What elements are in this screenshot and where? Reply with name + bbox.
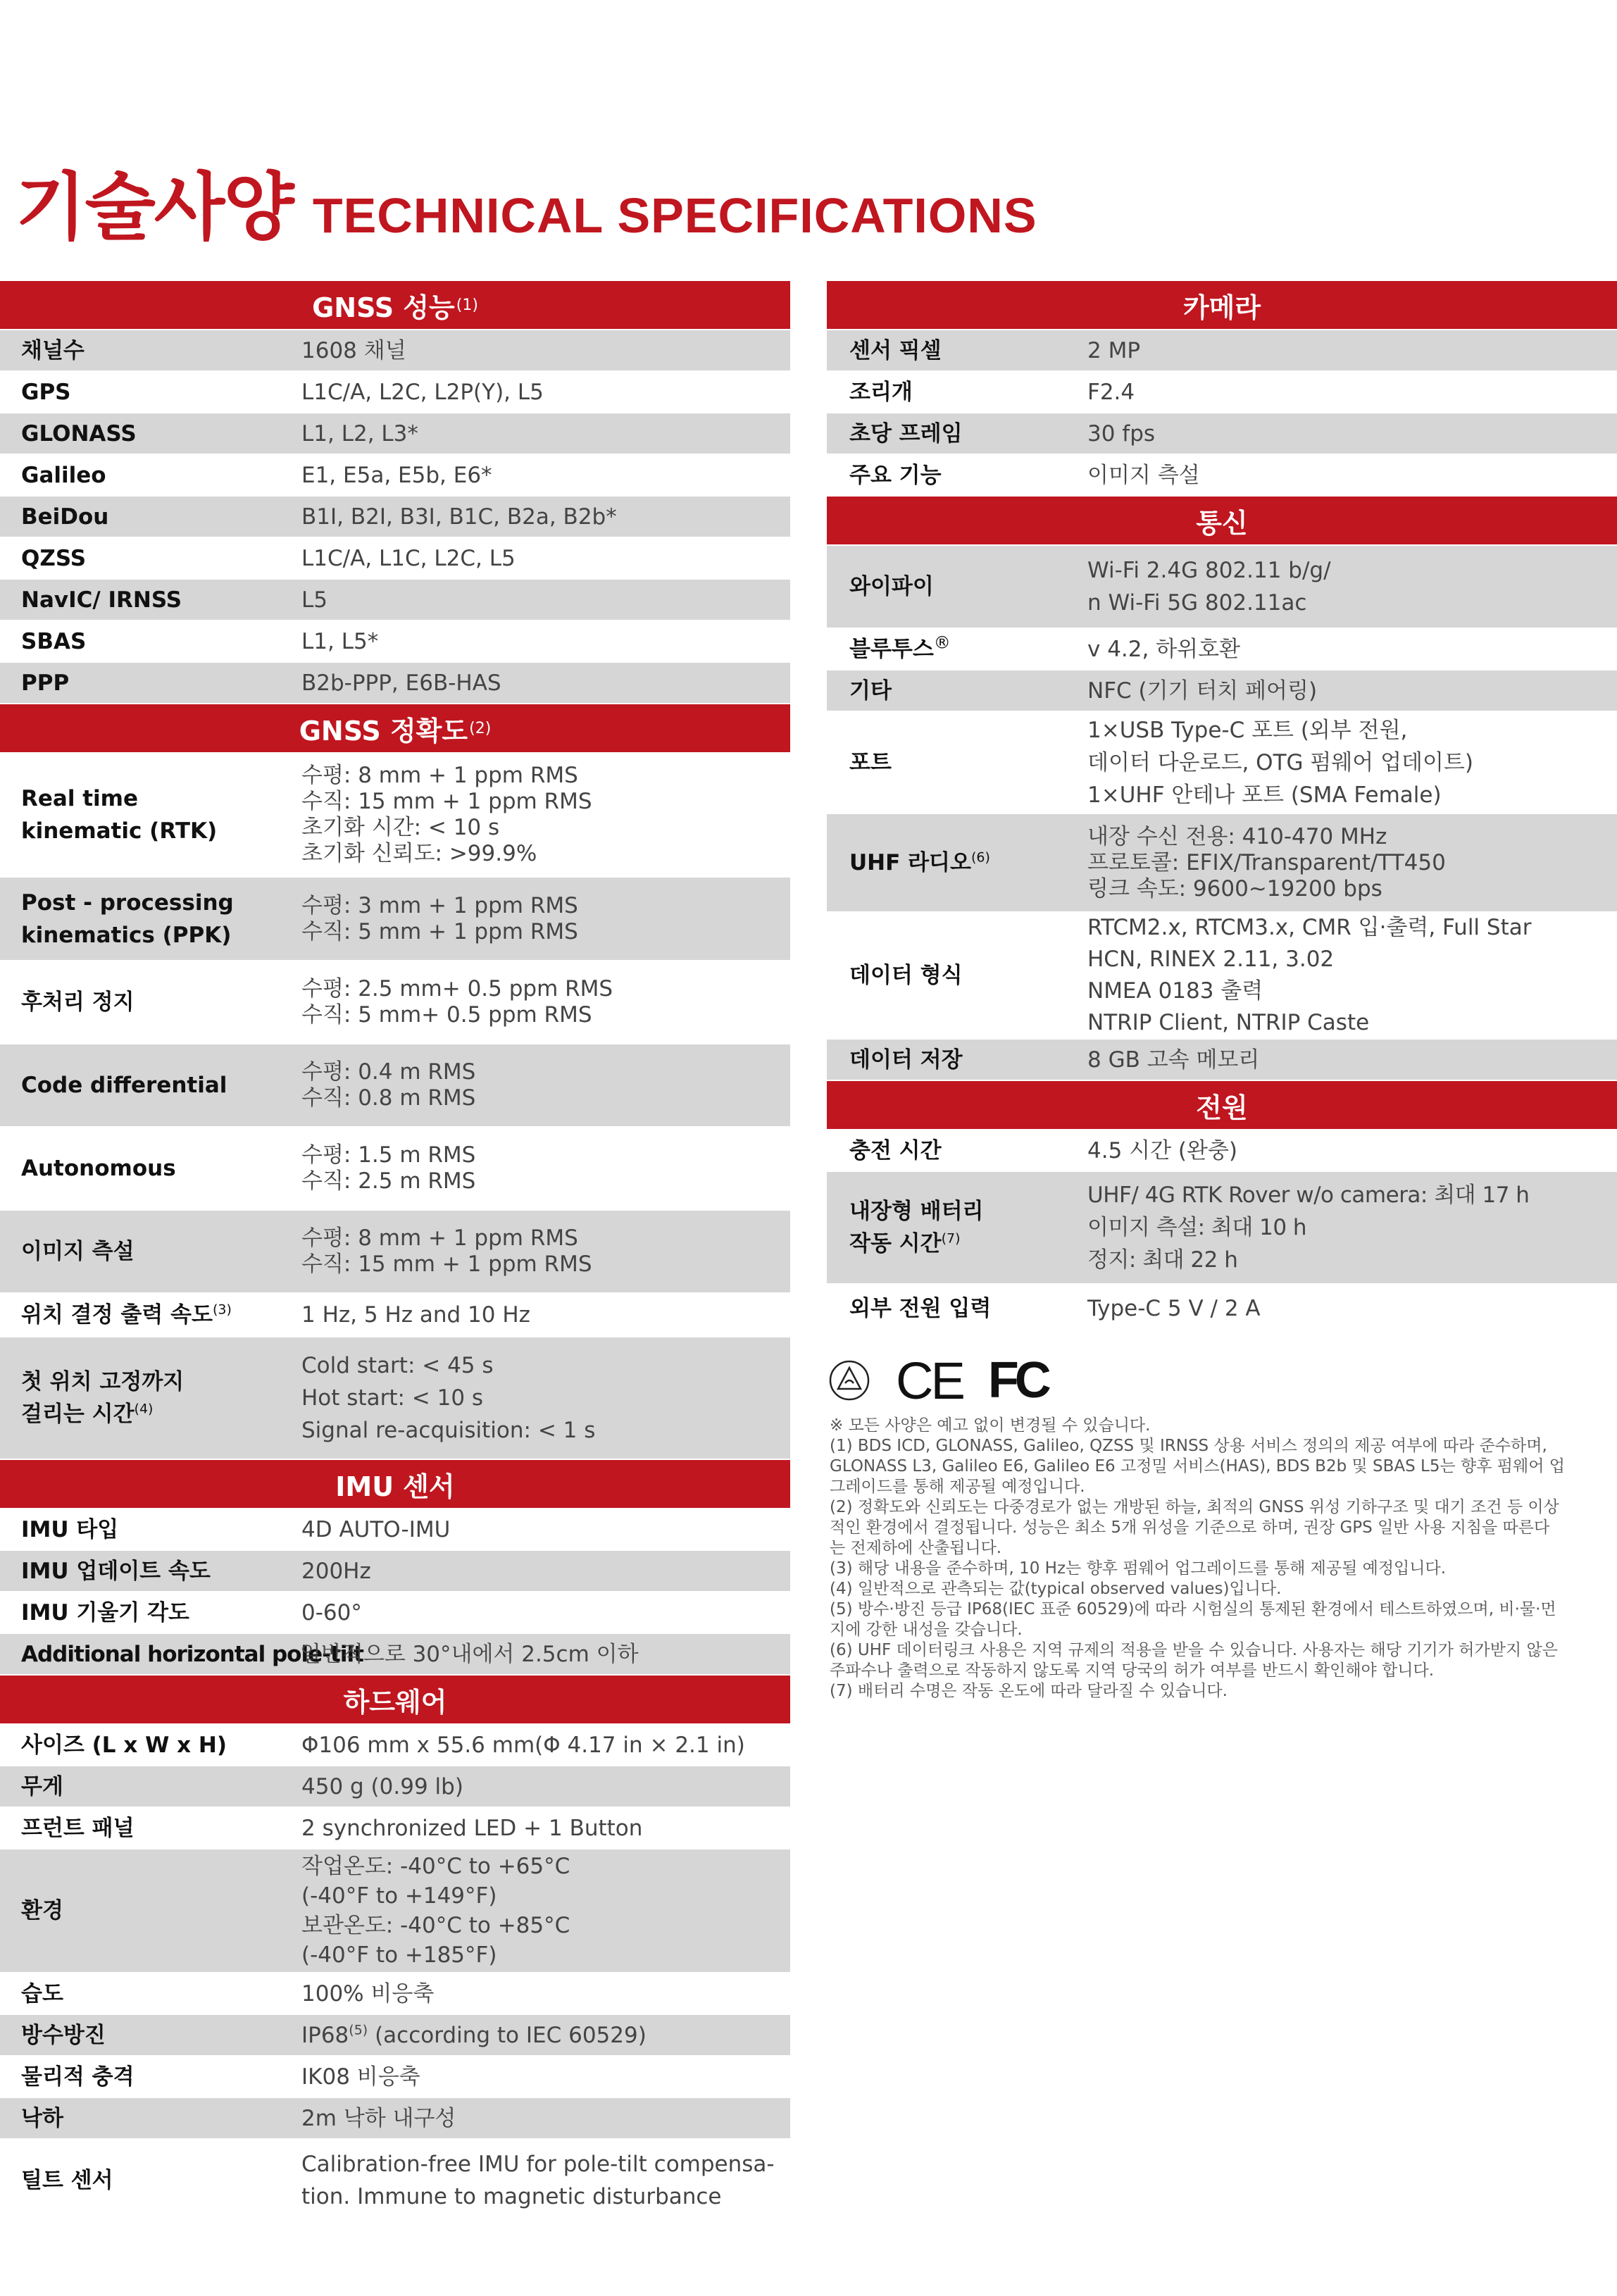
spec-row-size: 사이즈 (L x W x H) Φ106 mm x 55.6 mm(Φ 4.17 in × 2.1 in) [0, 1723, 790, 1765]
certification-marks [828, 1352, 1047, 1409]
spec-row-autonomous: Autonomous 수평: 1.5 m RMS 수직: 2.5 m RMS [0, 1126, 790, 1209]
section-header-camera: 카메라 [827, 280, 1617, 329]
section-header-hardware: 하드웨어 [0, 1674, 790, 1723]
spec-row-port: 포트 1×USB Type-C 포트 (외부 전원, 데이터 다운로드, OTG 펌웨어 업데이트) 1×UHF 안테나 포트 (SMA Female) [827, 711, 1617, 813]
footnote-line: (3) 해당 내용을 준수하며, 10 Hz는 향후 펌웨어 업그레이드를 통해 제공될 예정입니다. [830, 1559, 1447, 1578]
spec-row-humidity: 습도 100% 비응축 [0, 1972, 790, 2014]
footnote-line: 는 전제하에 산출됩니다. [830, 1539, 1002, 1557]
spec-row: 조리개 F2.4 [827, 370, 1617, 412]
spec-row: IMU 업데이트 속도 200Hz [0, 1549, 790, 1591]
spec-row-charge-time: 충전 시간 4.5 시간 (완충) [827, 1129, 1617, 1171]
spec-row-tilt-sensor: 틸트 센서 Calibration-free IMU for pole-tilt compensa- tion. Immune to magnetic disturbance [0, 2138, 790, 2221]
spec-row-data-storage: 데이터 저장 8 GB 고속 메모리 [827, 1038, 1617, 1080]
spec-row: QZSS L1C/A, L1C, L2C, L5 [0, 537, 790, 578]
footnote-line: (5) 방수·방진 등급 IP68(IEC 표준 60529)에 따라 시험실의 통제된 환경에서 테스트하였으며, 비·물·먼 [830, 1600, 1556, 1618]
spec-row-rtk: Real time kinematic (RTK) 수평: 8 mm + 1 ppm RMS 수직: 15 mm + 1 ppm RMS 초기화 시간: < 10 s 초기화 신뢰도: >99.9% [0, 752, 790, 876]
spec-row: Additional horizontal pole-tilt 일반적으로 30°내에서 2.5cm 이하 [0, 1633, 790, 1674]
spec-row-image-stakeout: 이미지 측설 수평: 8 mm + 1 ppm RMS 수직: 15 mm + 1 ppm RMS [0, 1209, 790, 1292]
right-spec-column [827, 280, 1617, 1333]
hazard-triangle-icon [828, 1359, 870, 1402]
footnotes [830, 1416, 1601, 1702]
section-header-gnss-performance: GNSS 성능 (1) [0, 280, 790, 329]
section-header-gnss-accuracy: GNSS 정확도 (2) [0, 703, 790, 752]
footnote-line: (4) 일반적으로 관측되는 값(typical observed values)입니다. [830, 1580, 1282, 1598]
spec-row-static: 후처리 정지 수평: 2.5 mm+ 0.5 ppm RMS 수직: 5 mm+ 0.5 ppm RMS [0, 960, 790, 1043]
spec-row-environment: 환경 작업온도: -40°C to +65°C (-40°F to +149°F) 보관온도: -40°C to +85°C (-40°F to +185°F) [0, 1848, 790, 1972]
spec-row: 채널수 1608 채널 [0, 329, 790, 370]
spec-row: GLONASS L1, L2, L3* [0, 412, 790, 454]
spec-row: GPS L1C/A, L2C, L2P(Y), L5 [0, 370, 790, 412]
spec-row-front-panel: 프런트 패널 2 synchronized LED + 1 Button [0, 1807, 790, 1848]
spec-row-external-power: 외부 전원 입력 Type-C 5 V / 2 A [827, 1283, 1617, 1333]
spec-row-other: 기타 NFC (기기 터치 페어링) [827, 669, 1617, 711]
spec-row-wifi: 와이파이 Wi-Fi 2.4G 802.11 b/g/ n Wi-Fi 5G 802.11ac [827, 544, 1617, 628]
footnote-line: 주파수나 출력으로 작동하지 않도록 지역 당국의 허가 여부를 반드시 확인해야 합니다. [830, 1661, 1435, 1680]
spec-row-ttff: 첫 위치 고정까지 걸리는 시간$^{(4)}$ Cold start: < 45 s Hot start: < 10 s Signal re-acquisition: < 1 s [0, 1336, 790, 1459]
spec-row: 센서 픽셀 2 MP [827, 329, 1617, 370]
spec-row-shock: 물리적 충격 IK08 비응축 [0, 2055, 790, 2097]
footnote-line: ※ 모든 사양은 예고 없이 변경될 수 있습니다. [830, 1416, 1151, 1435]
spec-row-weight: 무게 450 g (0.99 lb) [0, 1765, 790, 1807]
spec-row-data-format: 데이터 형식 RTCM2.x, RTCM3.x, CMR 입·출력, Full Star HCN, RINEX 2.11, 3.02 NMEA 0183 출력 NTRIP Client, NTRIP Caste [827, 911, 1617, 1038]
section-header-power: 전원 [827, 1080, 1617, 1129]
section-header-communication: 통신 [827, 495, 1617, 544]
spec-row-battery-life: 내장형 배터리 작동 시간$^{(7)}$ UHF/ 4G RTK Rover w/o camera: 최대 17 h 이미지 측설: 최대 10 h 정지: 최대 22 h [827, 1171, 1617, 1283]
spec-row-drop: 낙하 2m 낙하 내구성 [0, 2097, 790, 2138]
footnote-line: 적인 환경에서 결정됩니다. 성능은 최소 5개 위성을 기준으로 하며, 권장 GPS 일반 사용 지침을 따른다 [830, 1518, 1550, 1537]
page-title-english: TECHNICAL SPECIFICATIONS [312, 188, 1037, 243]
spec-row: Galileo E1, E5a, E5b, E6* [0, 454, 790, 495]
spec-row: 초당 프레임 30 fps [827, 412, 1617, 454]
spec-row: SBAS L1, L5* [0, 620, 790, 661]
footnote-line: 지에 강한 내성을 갖습니다. [830, 1621, 1023, 1639]
footnote-line: (1) BDS ICD, GLONASS, Galileo, QZSS 및 IRNSS 상용 서비스 정의의 제공 여부에 따라 준수하며, [830, 1437, 1547, 1455]
section-header-imu: IMU 센서 [0, 1459, 790, 1508]
spec-row: NavIC/ IRNSS L5 [0, 578, 790, 620]
spec-row-bluetooth: 블루투스® v 4.2, 하위호환 [827, 628, 1617, 669]
fcc-mark-icon: FC [987, 1352, 1047, 1409]
spec-row: BeiDou B1I, B2I, B3I, B1C, B2a, B2b* [0, 495, 790, 537]
left-spec-column [0, 280, 790, 2221]
footnote-line: (2) 정확도와 신뢰도는 다중경로가 없는 개방된 하늘, 최적의 GNSS 위성 기하구조 및 대기 조건 등 이상 [830, 1498, 1559, 1516]
footnote-line: GLONASS L3, Galileo E6, Galileo E6 고정밀 서비스(HAS), BDS B2b 및 SBAS L5는 향후 펌웨어 업 [830, 1457, 1565, 1475]
spec-row: IMU 기울기 각도 0-60° [0, 1591, 790, 1633]
spec-row-ppk: Post - processing kinematics (PPK) 수평: 3 mm + 1 ppm RMS 수직: 5 mm + 1 ppm RMS [0, 876, 790, 960]
spec-row: PPP B2b-PPP, E6B-HAS [0, 661, 790, 703]
spec-row: 주요 기능 이미지 측설 [827, 454, 1617, 495]
spec-row-ip-rating: 방수방진 IP68$^{(5)}$ (according to IEC 60529) [0, 2014, 790, 2055]
footnote-line: 그레이드를 통해 제공될 예정입니다. [830, 1478, 1085, 1496]
ce-mark-icon: CE [896, 1351, 963, 1410]
page-title [15, 148, 1037, 250]
footnote-line: (6) UHF 데이터링크 사용은 지역 규제의 적용을 받을 수 있습니다. 사용자는 해당 기기가 허가받지 않은 [830, 1641, 1558, 1659]
footnote-line: (7) 배터리 수명은 작동 온도에 따라 달라질 수 있습니다. [830, 1682, 1228, 1700]
spec-row-output-rate: 위치 결정 출력 속도$^{(3)}$ 1 Hz, 5 Hz and 10 Hz [0, 1292, 790, 1336]
spec-row: IMU 타입 4D AUTO-IMU [0, 1508, 790, 1549]
spec-row-code-differential: Code differential 수평: 0.4 m RMS 수직: 0.8 m RMS [0, 1043, 790, 1126]
page-title-korean: 기술사양 [15, 164, 293, 250]
spec-row-uhf-radio: UHF 라디오$^{(6)}$ 내장 수신 전용: 410-470 MHz 프로토콜: EFIX/Transparent/TT450 링크 속도: 9600~19200 bps [827, 813, 1617, 911]
